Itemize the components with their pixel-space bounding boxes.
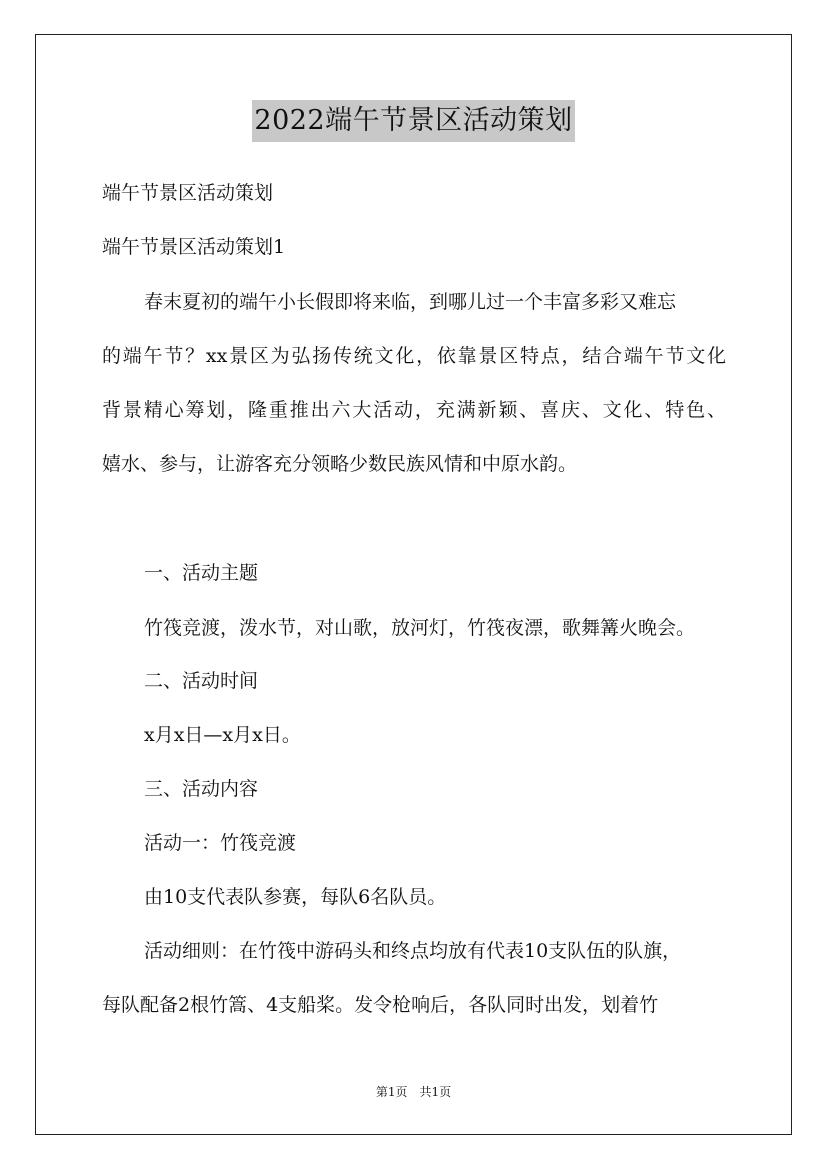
paragraph-line: 春末夏初的端午小长假即将来临，到哪儿过一个丰富多彩又难忘 (144, 291, 677, 313)
subsection-heading: 活动一：竹筏竞渡 (144, 832, 297, 854)
section-heading: 三、活动内容 (144, 778, 259, 800)
paragraph-line: 嬉水、参与，让游客充分领略少数民族风情和中原水韵。 (102, 453, 578, 475)
paragraph-line: 背景精心筹划，隆重推出六大活动，充满新颖、喜庆、文化、特色、 (102, 399, 726, 421)
paragraph-line: x月x日—x月x日。 (144, 724, 301, 746)
paragraph-line: 活动细则：在竹筏中游码头和终点均放有代表10支队伍的队旗， (144, 940, 682, 962)
heading-line: 端午节景区活动策划 (102, 182, 274, 204)
paragraph-line: 由10支代表队参赛，每队6名队员。 (144, 886, 447, 908)
page-number: 第1页 共1页 (375, 1085, 452, 1099)
paragraph-line: 每队配备2根竹篙、4支船桨。发令枪响后，各队同时出发，划着竹 (102, 994, 659, 1016)
paragraph-line: 的端午节？xx景区为弘扬传统文化，依靠景区特点，结合端午节文化 (102, 345, 726, 367)
paragraph-line: 竹筏竞渡，泼水节，对山歌，放河灯，竹筏夜漂，歌舞篝火晚会。 (144, 617, 696, 639)
section-heading: 一、活动主题 (144, 562, 259, 584)
section-heading: 二、活动时间 (144, 670, 259, 692)
document-title: 2022端午节景区活动策划 (252, 100, 574, 142)
title-container (0, 100, 827, 142)
subheading-line: 端午节景区活动策划1 (102, 236, 286, 258)
